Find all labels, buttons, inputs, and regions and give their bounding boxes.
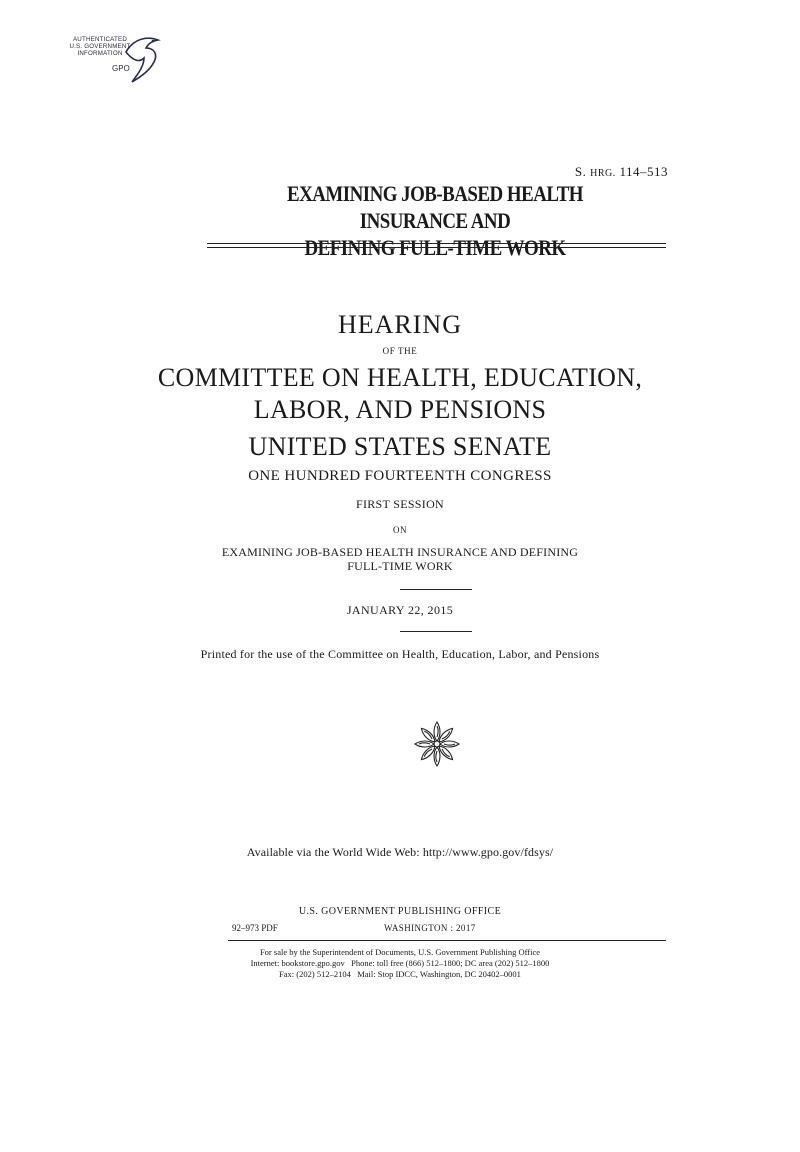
location-year: WASHINGTON : 2017 [384,923,476,933]
title-line-2: DEFINING FULL-TIME WORK [304,235,566,260]
title-divider-top [207,243,666,244]
subject-line-1: EXAMINING JOB-BASED HEALTH INSURANCE AND DEFINING [221,545,579,559]
date-rule-top [400,589,472,590]
hearing-number-prefix: S. [574,164,591,179]
star-ornament-icon [412,719,462,769]
title-line-1: EXAMINING JOB-BASED HEALTH INSURANCE AND [286,181,584,233]
publisher-divider [228,940,666,941]
document-title [237,180,633,261]
availability-note: Available via the World Wide Web: http://www.gpo.gov/fdsys/ [246,845,554,859]
hearing-number-value: 114–513 [615,164,668,179]
sale-line-2: Internet: bookstore.gpo.gov Phone: toll free (866) 512–1800; DC area (202) 512–1800 [250,958,550,968]
hearing-date: JANUARY 22, 2015 [346,603,454,617]
printed-for-note: Printed for the use of the Committee on Health, Education, Labor, and Pensions [200,647,600,661]
title-divider-bottom [207,247,666,248]
sale-information [0,947,800,980]
seal-line-1: AUTHENTICATED [72,36,128,43]
hearing-heading: HEARING [338,310,462,339]
seal-gpo-label: GPO [112,64,130,73]
on-label: ON [393,525,407,535]
seal-line-2: U.S. GOVERNMENT [69,43,131,50]
senate-name: UNITED STATES SENATE [248,432,552,461]
session-label: FIRST SESSION [355,497,445,511]
hearing-number-hrg: HRG. [590,168,616,179]
congress-label: ONE HUNDRED FOURTEENTH CONGRESS [248,468,552,484]
seal-line-3: INFORMATION [77,50,123,57]
sale-line-1: For sale by the Superintendent of Documents, U.S. Government Publishing Office [259,947,541,957]
sale-line-3: Fax: (202) 512–2104 Mail: Stop IDCC, Washington, DC 20402–0001 [279,969,521,979]
pdf-identifier: 92–973 PDF [232,923,278,933]
eagle-icon [120,32,164,84]
date-rule-bottom [400,631,472,632]
committee-line-2: LABOR, AND PENSIONS [253,395,547,424]
hearing-subject [0,545,800,573]
committee-name [0,362,800,426]
committee-line-1: COMMITTEE ON HEALTH, EDUCATION, [157,363,643,392]
gpo-authenticated-seal [58,30,168,86]
hearing-number [575,164,668,180]
of-the-label: OF THE [382,346,418,356]
subject-line-2: FULL-TIME WORK [347,559,453,573]
publisher-name: U.S. GOVERNMENT PUBLISHING OFFICE [298,906,502,917]
